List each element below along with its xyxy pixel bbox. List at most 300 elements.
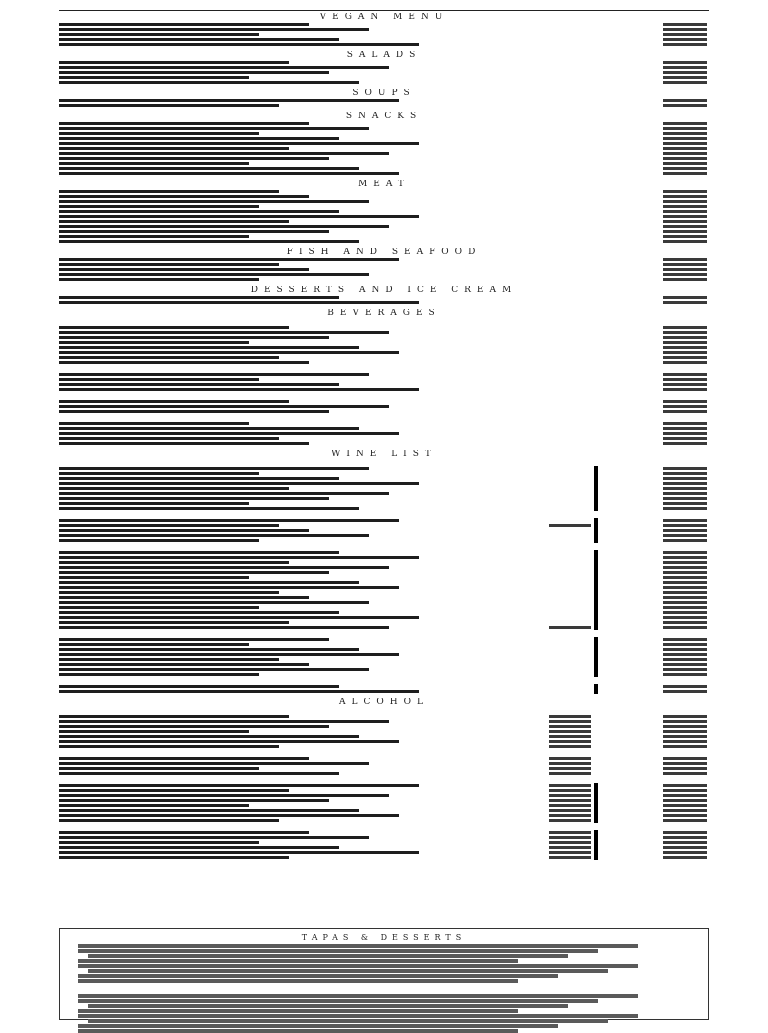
menu-item-price [663,258,707,261]
menu-item-name [59,61,289,64]
menu-item-price [663,789,707,792]
footer-note-line [88,954,568,958]
menu-item-price [663,296,707,299]
footer-note-line [78,994,638,998]
menu-item-name [59,326,289,329]
menu-item-price [663,561,707,564]
menu-item-name [59,616,419,619]
wine-bottle-icon [592,672,600,677]
menu-item-name [59,388,419,391]
menu-item-price [663,507,707,510]
menu-item-name [59,740,399,743]
menu-item-price [663,28,707,31]
menu-item-name [59,383,339,386]
menu-item-name [59,43,419,46]
menu-item-price [663,638,707,641]
menu-item-price [663,586,707,589]
section-heading: FISH AND SEAFOOD [286,248,482,257]
menu-item-price [663,162,707,165]
menu-item-name [59,405,389,408]
menu-item-glass-price [549,794,591,797]
menu-item-name [59,534,369,537]
menu-item-glass-price [549,772,591,775]
menu-item-row [59,441,709,446]
section-heading: WINE LIST [331,450,437,459]
menu-item-name [59,167,359,170]
menu-item-price [663,519,707,522]
footer-note-line [78,1029,518,1033]
menu-item-price [663,581,707,584]
menu-item-name [59,210,339,213]
menu-item-price [663,240,707,243]
menu-item-price [663,772,707,775]
section-heading: BEVERAGES [327,309,441,318]
footer-note-line [78,949,598,953]
menu-item-name [59,507,359,510]
menu-item-name [59,606,259,609]
menu-item-name [59,539,259,542]
menu-item-name [59,195,309,198]
menu-item-price [663,492,707,495]
menu-item-name [59,571,329,574]
menu-item-name [59,673,259,676]
menu-item-price [663,668,707,671]
menu-item-name [59,789,289,792]
menu-item-name [59,240,359,243]
menu-item-price [663,442,707,445]
menu-item-glass-price [549,856,591,859]
menu-item-name [59,422,249,425]
footer-note-line [88,969,608,973]
menu-item-row [59,360,709,365]
menu-item-price [663,819,707,822]
menu-item-price [663,762,707,765]
menu-item-price [663,66,707,69]
menu-item-price [663,346,707,349]
menu-item-name [59,561,289,564]
menu-item-price [663,566,707,569]
footer-heading-1: TAPAS & DESSERTS [301,933,467,942]
menu-item-name [59,804,249,807]
footer-note-line [78,979,518,983]
menu-item-name [59,162,249,165]
allergy-note [59,0,709,11]
menu-item-name [59,33,259,36]
menu-item-price [663,740,707,743]
menu-item-price [663,43,707,46]
menu-item-glass-price [549,851,591,854]
menu-item-name [59,172,399,175]
menu-item-name [59,611,339,614]
menu-item-name [59,190,279,193]
menu-item-price [663,405,707,408]
menu-item-name [59,591,279,594]
menu-item-price [663,735,707,738]
menu-item-name [59,205,259,208]
menu-item-glass-price [549,767,591,770]
menu-item-price [663,841,707,844]
menu-item-glass-price [549,846,591,849]
menu-item-price [663,195,707,198]
menu-item-price [663,467,707,470]
footer-note-line [78,1014,638,1018]
menu-item-price [663,690,707,693]
menu-item-name [59,648,359,651]
menu-item-price [663,373,707,376]
menu-item-name [59,373,369,376]
menu-item-name [59,220,289,223]
menu-item-name [59,235,249,238]
menu-item-name [59,566,389,569]
menu-item-name [59,104,279,107]
footer-note-line [78,999,598,1003]
menu-item-price [663,539,707,542]
menu-item-name [59,301,419,304]
menu-item-glass-price [549,814,591,817]
menu-item-price [663,809,707,812]
menu-item-price [663,601,707,604]
menu-item-name [59,361,309,364]
wine-bottle-icon [592,538,600,543]
menu-item-price [663,730,707,733]
menu-item-name [59,497,329,500]
menu-item-price [663,720,707,723]
wine-bottle-icon [592,689,600,694]
menu-item-price [663,757,707,760]
menu-item-price [663,341,707,344]
menu-item-row [59,771,709,776]
menu-item-name [59,556,419,559]
menu-item-price [663,137,707,140]
menu-item-name [59,784,419,787]
menu-item-name [59,137,339,140]
menu-item-price [663,167,707,170]
menu-item-price [663,263,707,266]
menu-item-name [59,410,329,413]
menu-item-name [59,263,279,266]
menu-item-name [59,331,389,334]
menu-item-price [663,653,707,656]
menu-item-name [59,127,369,130]
menu-item-price [663,132,707,135]
section-heading: VEGAN MENU [319,13,449,22]
menu-item-name [59,132,259,135]
menu-item-price [663,230,707,233]
menu-item-row [59,387,709,392]
menu-item-name [59,851,419,854]
menu-item-price [663,331,707,334]
menu-item-price [663,215,707,218]
menu-item-name [59,200,369,203]
menu-item-row [59,625,709,630]
menu-item-name [59,653,399,656]
menu-item-name [59,836,369,839]
menu-item-name [59,658,279,661]
menu-item-glass-price [549,524,591,527]
menu-item-price [663,596,707,599]
menu-item-price [663,576,707,579]
menu-item-name [59,346,359,349]
menu-item-price [663,38,707,41]
menu-item-name [59,147,289,150]
menu-item-name [59,427,359,430]
menu-item-name [59,745,279,748]
menu-item-price [663,76,707,79]
menu-item-name [59,472,259,475]
menu-item-price [663,427,707,430]
menu-item-row [59,103,709,108]
menu-item-glass-price [549,789,591,792]
menu-item-name [59,378,259,381]
menu-item-price [663,157,707,160]
spirits-bottle-icon [592,818,600,823]
menu-item-name [59,831,309,834]
subsection-heading [59,776,709,783]
menu-item-name [59,492,389,495]
menu-item-glass-price [549,836,591,839]
menu-item-price [663,487,707,490]
menu-item-name [59,356,279,359]
menu-item-name [59,819,279,822]
menu-item-price [663,643,707,646]
menu-item-glass-price [549,819,591,822]
menu-item-name [59,668,369,671]
menu-item-name [59,735,359,738]
menu-item-name [59,638,329,641]
menu-item-name [59,81,359,84]
menu-item-name [59,157,329,160]
menu-item-name [59,621,289,624]
subsection-heading [59,459,709,466]
menu-item-name [59,725,329,728]
subsection-heading [59,707,709,714]
menu-item-name [59,757,309,760]
menu-item-name [59,643,249,646]
menu-item-price [663,71,707,74]
menu-item-price [663,856,707,859]
subsection-heading [59,823,709,830]
menu-item-glass-price [549,841,591,844]
menu-item-price [663,616,707,619]
menu-item-price [663,814,707,817]
menu-item-name [59,273,369,276]
menu-item-row [59,171,709,176]
menu-item-glass-price [549,762,591,765]
menu-item-price [663,278,707,281]
menu-item-price [663,422,707,425]
menu-item-glass-price [549,784,591,787]
menu-item-row [59,42,709,47]
footer-lines-2 [78,994,690,1033]
menu-item-name [59,576,249,579]
menu-item-price [663,205,707,208]
subsection-heading [59,749,709,756]
menu-item-price [663,388,707,391]
menu-item-name [59,601,369,604]
menu-item-row [59,277,709,282]
menu-item-name [59,225,389,228]
menu-item-glass-price [549,725,591,728]
menu-item-glass-price [549,745,591,748]
menu-item-name [59,715,289,718]
menu-item-price [663,81,707,84]
menu-item-price [663,556,707,559]
footer-note-line [88,1004,568,1008]
footer-notes-box [59,928,709,1020]
section-heading: SOUPS [352,89,416,98]
menu-item-name [59,122,309,125]
footer-note-line [78,959,518,963]
menu-item-name [59,772,339,775]
menu-item-price [663,648,707,651]
menu-item-name [59,38,339,41]
menu-item-row [59,239,709,244]
menu-item-price [663,147,707,150]
menu-item-price [663,663,707,666]
footer-note-line [78,1024,558,1028]
menu-item-row [59,80,709,85]
menu-item-name [59,581,359,584]
menu-item-name [59,76,249,79]
menu-item-price [663,383,707,386]
menu-item-name [59,400,289,403]
section-heading: SNACKS [345,112,423,121]
menu-item-name [59,841,259,844]
footer-note-line [88,1019,608,1023]
menu-item-name [59,809,359,812]
spirits-bottle-icon [592,855,600,860]
menu-item-glass-price [549,720,591,723]
menu-item-name [59,762,369,765]
menu-item-name [59,432,399,435]
subsection-heading [59,414,709,421]
footer-lines-1 [78,944,690,983]
menu-item-name [59,296,339,299]
menu-item-price [663,301,707,304]
menu-item-name [59,502,249,505]
menu-item-price [663,571,707,574]
menu-item-glass-price [549,735,591,738]
menu-item-price [663,225,707,228]
section-heading: SALADS [346,51,422,60]
menu-item-price [663,673,707,676]
menu-item-price [663,273,707,276]
menu-item-row [59,672,709,677]
section-heading: ALCOHOL [339,698,429,707]
menu-item-name [59,596,309,599]
subsection-heading [59,677,709,684]
menu-item-price [663,410,707,413]
menu-item-name [59,99,399,102]
subsection-heading [59,630,709,637]
menu-item-price [663,235,707,238]
menu-item-price [663,172,707,175]
menu-item-price [663,529,707,532]
menu-item-name [59,215,419,218]
menu-item-name [59,487,289,490]
menu-item-name [59,467,369,470]
menu-item-name [59,524,279,527]
menu-page [59,0,709,864]
menu-item-price [663,268,707,271]
footer-note-line [78,944,638,948]
menu-item-row [59,689,709,694]
menu-item-row [59,818,709,823]
menu-item-name [59,730,249,733]
wine-bottle-icon [592,625,600,630]
menu-item-price [663,190,707,193]
menu-item-row [59,855,709,860]
menu-item-name [59,477,339,480]
menu-item-price [663,502,707,505]
menu-item-price [663,326,707,329]
menu-item-price [663,482,707,485]
menu-item-name [59,767,259,770]
menu-item-price [663,336,707,339]
menu-item-price [663,127,707,130]
menu-item-price [663,534,707,537]
footer-heading-2 [78,984,690,992]
menu-item-glass-price [549,757,591,760]
menu-item-price [663,104,707,107]
menu-item-price [663,851,707,854]
menu-item-price [663,33,707,36]
menu-item-price [663,497,707,500]
menu-item-price [663,351,707,354]
menu-item-name [59,794,389,797]
menu-item-glass-price [549,799,591,802]
menu-item-price [663,591,707,594]
footer-note-line [78,974,558,978]
menu-item-price [663,472,707,475]
menu-item-price [663,477,707,480]
menu-item-name [59,720,389,723]
menu-item-price [663,621,707,624]
menu-item-price [663,658,707,661]
subsection-heading [59,365,709,372]
menu-item-price [663,725,707,728]
subsection-heading [59,543,709,550]
menu-item-row [59,506,709,511]
menu-sections [59,13,709,864]
menu-item-name [59,442,309,445]
section-heading: MEAT [358,180,410,189]
menu-item-price [663,200,707,203]
menu-item-price [663,794,707,797]
menu-item-name [59,685,339,688]
menu-item-price [663,23,707,26]
menu-item-name [59,71,329,74]
menu-item-price [663,626,707,629]
menu-item-price [663,767,707,770]
menu-item-name [59,437,279,440]
menu-item-name [59,551,339,554]
menu-item-name [59,519,399,522]
menu-item-name [59,66,389,69]
menu-item-glass-price [549,804,591,807]
menu-item-name [59,278,259,281]
menu-item-name [59,626,389,629]
menu-item-price [663,210,707,213]
menu-item-name [59,814,399,817]
menu-item-price [663,715,707,718]
menu-item-glass-price [549,831,591,834]
menu-item-name [59,351,399,354]
menu-item-price [663,611,707,614]
menu-item-row [59,538,709,543]
menu-item-price [663,378,707,381]
menu-item-price [663,152,707,155]
